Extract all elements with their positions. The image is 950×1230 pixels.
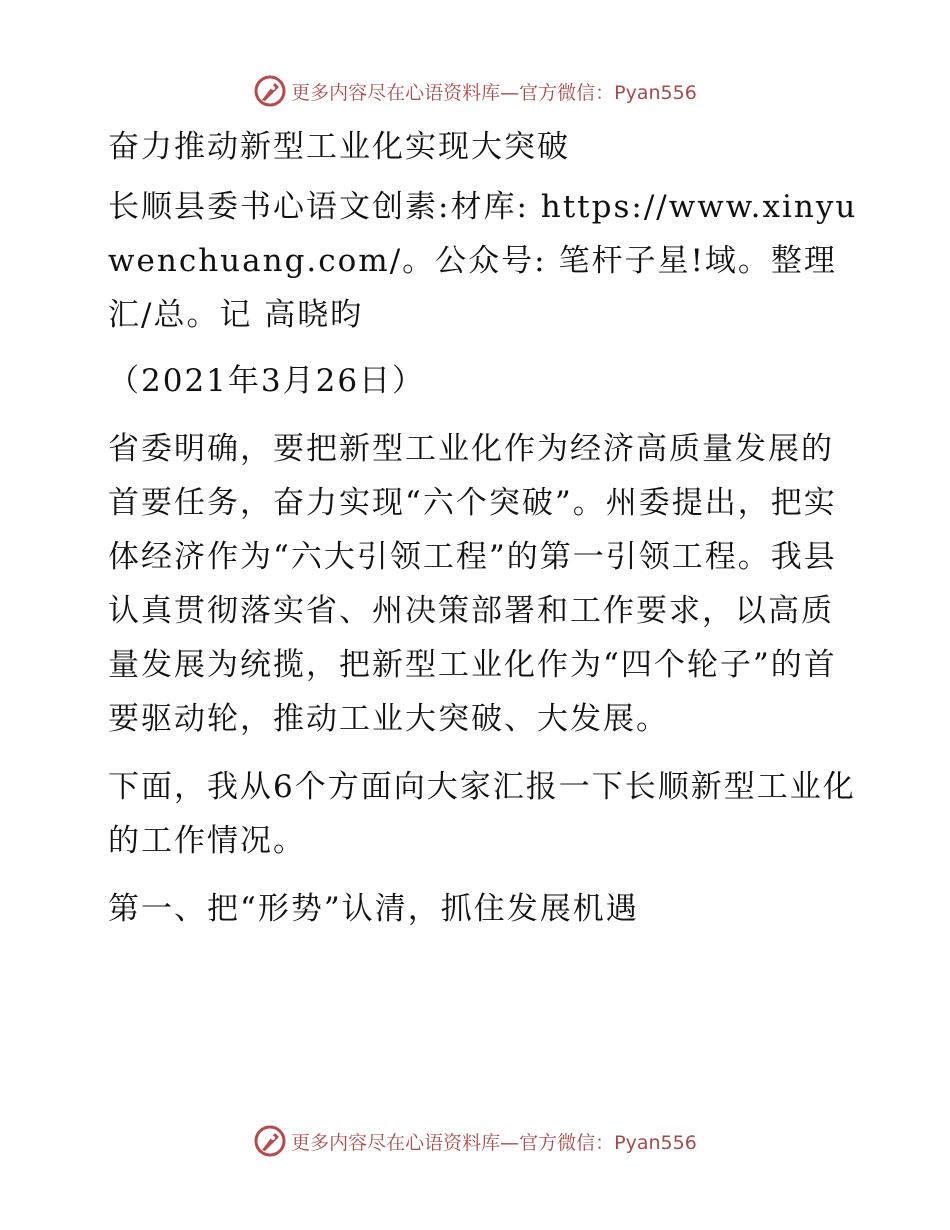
- document-body: [98, 120, 858, 936]
- pen-nib-logo-icon: [253, 1124, 287, 1158]
- watermark-footer: [0, 1121, 950, 1161]
- pen-nib-logo-icon: [253, 74, 287, 108]
- document-title: 奋力推动新型工业化实现大突破: [108, 129, 570, 165]
- watermark-text: 更多内容尽在心语资料库—官方微信：Pyan556: [291, 1131, 697, 1154]
- section-heading: 第一、把“形势”认清，抓住发展机遇: [108, 891, 639, 927]
- document-author-line: 长顺县委书心语文创素:材库: https://www.xinyuwenchuang.com/。公众号: 笔杆子星!域。整理汇/总。记 高晓昀: [108, 189, 858, 333]
- watermark-header: [0, 71, 950, 111]
- paragraph-2: 下面，我从6个方面向大家汇报一下长顺新型工业化的工作情况。: [108, 769, 856, 859]
- paragraph-1: 省委明确，要把新型工业化作为经济高质量发展的首要任务，奋力实现“六个突破”。州委提出，把实体经济作为“六大引领工程”的第一引领工程。我县认真贯彻落实省、州决策部署和工作要求，以高质量发展为统揽，把新型工业化作为“四个轮子”的首要驱动轮，推动工业大突破、大发展。: [108, 431, 837, 737]
- document-date: （2021年3月26日）: [108, 363, 426, 399]
- watermark-text: 更多内容尽在心语资料库—官方微信：Pyan556: [291, 81, 697, 104]
